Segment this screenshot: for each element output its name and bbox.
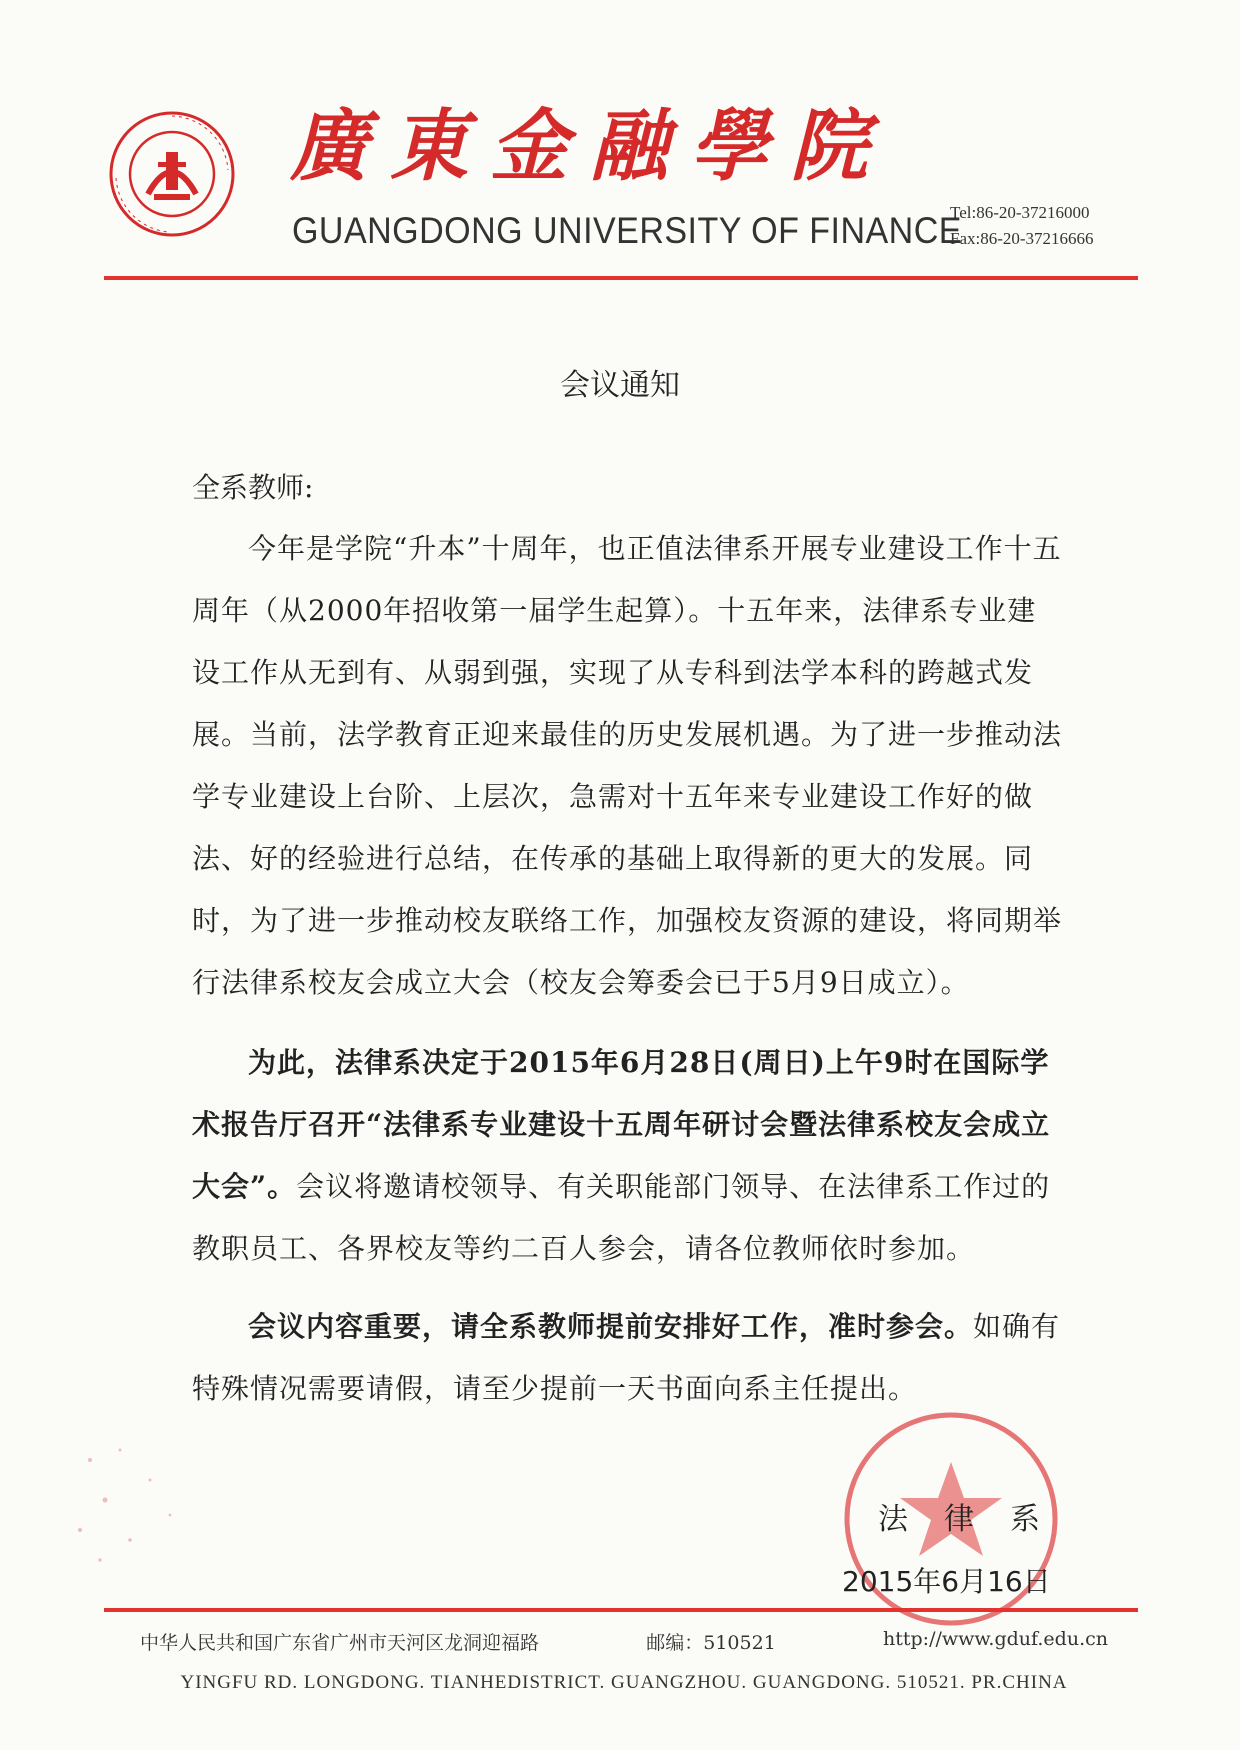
- university-logo-icon: [108, 110, 236, 238]
- paragraph-2: [192, 1032, 1062, 1280]
- footer-address-en: YINGFU RD. LONGDONG. TIANHEDISTRICT. GUANGZHOU. GUANGDONG. 510521. PR.CHINA: [180, 1672, 1068, 1693]
- document-title: 会议通知: [560, 368, 680, 403]
- footer-divider: [104, 1608, 1138, 1612]
- telephone: Tel:86-20-37216000: [950, 203, 1090, 222]
- footer-website: http://www.gduf.edu.cn: [883, 1628, 1108, 1650]
- header-divider: [104, 276, 1138, 280]
- paragraph-3-bold: 会议内容重要，请全系教师提前安排好工作，准时参会。: [248, 1310, 974, 1343]
- paragraph-2-rest: 会议将邀请校领导、有关职能部门领导、在法律系工作过的教职员工、各界校友等约二百人参会，请各位教师依时参加。: [192, 1170, 1051, 1265]
- salutation: 全系教师:: [192, 471, 314, 504]
- paragraph-1: 今年是学院“升本”十周年，也正值法律系开展专业建设工作十五周年（从2000年招收第一届学生起算）。十五年来，法律系专业建设工作从无到有、从弱到强，实现了从专科到法学本科的跨越式发展。当前，法学教育正迎来最佳的历史发展机遇。为了进一步推动法学专业建设上台阶、上层次，急需对十五年来专业建设工作好的做法、好的经验进行总结，在传承的基础上取得新的更大的发展。同时，为了进一步推动校友联络工作，加强校友资源的建设，将同期举行法律系校友会成立大会（校友会筹委会已于5月9日成立）。: [192, 532, 1063, 999]
- signature-department: 法律系: [878, 1502, 1076, 1537]
- school-name-chinese: 廣東金融學院: [290, 101, 891, 192]
- paragraph-3-rest: 如确有特殊情况需要请假，请至少提前一天书面向系主任提出。: [192, 1310, 1061, 1405]
- signature-date: 2015年6月16日: [842, 1565, 1051, 1598]
- paragraph-2-bold: 为此，法律系决定于2015年6月28日(周日)上午9时在国际学术报告厅召开“法律系专业建设十五周年研讨会暨法律系校友会成立大会”。: [192, 1046, 1051, 1203]
- footer-postcode: 邮编：510521: [646, 1632, 776, 1654]
- contact-block: [950, 200, 1094, 252]
- ink-speckle-decoration: [60, 1420, 220, 1580]
- fax: Fax:86-20-37216666: [950, 229, 1094, 248]
- footer-contact-row: [140, 1628, 1108, 1655]
- school-name-english: GUANGDONG UNIVERSITY OF FINANCE: [292, 210, 962, 251]
- footer-address-cn: 中华人民共和国广东省广州市天河区龙洞迎福路: [140, 1632, 540, 1654]
- paragraph-3: [192, 1296, 1062, 1420]
